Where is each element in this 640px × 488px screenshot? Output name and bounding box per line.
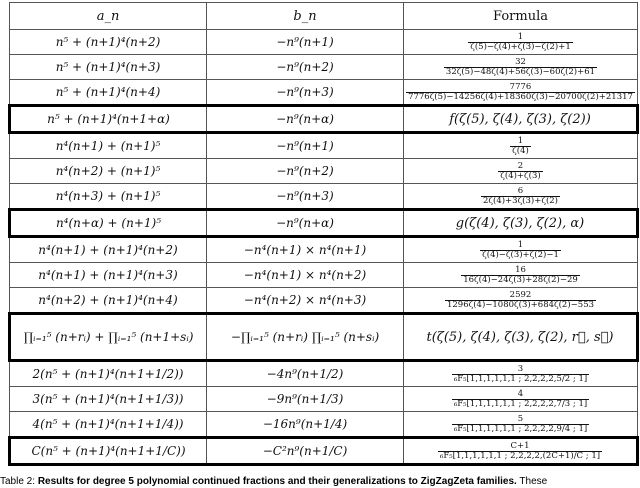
- formula-fraction: [452, 390, 589, 409]
- formula-fraction: [452, 365, 589, 384]
- formula-numerator: 16: [515, 264, 526, 275]
- formula-numerator: 32: [515, 56, 526, 67]
- cell-bn: −n⁹(n+α): [207, 106, 404, 133]
- table-row: [10, 361, 638, 387]
- formula-fraction: [510, 137, 531, 156]
- cell-bn: −4n⁹(n+1/2): [207, 361, 404, 387]
- formula-fraction: [498, 162, 542, 181]
- cell-an: n⁵ + (n+1)⁴(n+4): [10, 80, 207, 106]
- caption-tail: These: [519, 476, 548, 487]
- cell-bn: −n⁹(n+1): [207, 133, 404, 159]
- formula-numerator: 1: [517, 239, 524, 250]
- table-row: [10, 314, 638, 361]
- formula-fraction: [452, 415, 589, 434]
- cell-an: n⁴(n+2) + (n+1)⁴(n+4): [10, 288, 207, 314]
- cell-an: C(n⁵ + (n+1)⁴(n+1+1/C)): [10, 438, 207, 465]
- cell-an: n⁴(n+3) + (n+1)⁵: [10, 184, 207, 210]
- formula-function: f(ζ(5), ζ(4), ζ(3), ζ(2)): [449, 111, 591, 127]
- cell-formula: [404, 314, 638, 361]
- cell-bn: −n⁴(n+1) × n⁴(n+2): [207, 263, 404, 288]
- cell-bn: −9n⁹(n+1/3): [207, 387, 404, 412]
- table-row: [10, 133, 638, 159]
- cell-bn: −n⁹(n+3): [207, 80, 404, 106]
- caption-label: Table 2:: [0, 476, 36, 487]
- formula-fraction: [438, 442, 602, 461]
- header-formula: Formula: [404, 3, 638, 30]
- formula-denominator: ζ(4): [512, 145, 529, 156]
- formula-denominator: 2ζ(4)+3ζ(3)+ζ(2): [482, 195, 558, 206]
- table-row: [10, 80, 638, 106]
- formula-denominator: ζ(4)−ζ(3)+ζ(2)−1: [482, 249, 559, 260]
- cell-bn: −n⁹(n+2): [207, 55, 404, 80]
- cell-formula: [404, 288, 638, 314]
- cell-bn: −n⁹(n+α): [207, 210, 404, 237]
- table-row: [10, 55, 638, 80]
- cell-an: 4(n⁵ + (n+1)⁴(n+1+1/4)): [10, 412, 207, 438]
- cell-an: n⁴(n+1) + (n+1)⁴(n+2): [10, 237, 207, 263]
- cell-bn: −C²n⁹(n+1/C): [207, 438, 404, 465]
- table-row: [10, 210, 638, 237]
- cell-formula: [404, 159, 638, 184]
- table-row: [10, 106, 638, 133]
- cell-formula: [404, 133, 638, 159]
- formula-fraction: [480, 241, 561, 260]
- formula-function: t(ζ(5), ζ(4), ζ(3), ζ(2), r⃗, s⃗): [426, 329, 614, 345]
- cell-formula: [404, 80, 638, 106]
- cell-an: n⁵ + (n+1)⁴(n+3): [10, 55, 207, 80]
- formula-function: g(ζ(4), ζ(3), ζ(2), α): [455, 215, 585, 231]
- formula-fraction: [406, 83, 635, 102]
- header-row: [10, 3, 638, 30]
- cell-bn: −n⁹(n+3): [207, 184, 404, 210]
- formula-denominator: 16ζ(4)−24ζ(3)+28ζ(2)−29: [463, 274, 578, 285]
- header-an: a_n: [10, 3, 207, 30]
- cell-formula: [404, 184, 638, 210]
- formula-numerator: 2: [517, 160, 524, 171]
- cell-formula: [404, 210, 638, 237]
- cell-an: n⁴(n+1) + (n+1)⁵: [10, 133, 207, 159]
- formula-denominator: ζ(5)−ζ(4)+ζ(3)−ζ(2)+1: [470, 41, 571, 52]
- formula-numerator: 1: [517, 31, 524, 42]
- header-bn: b_n: [207, 3, 404, 30]
- cell-formula: [404, 438, 638, 465]
- table-row: [10, 412, 638, 438]
- formula-denominator: 7776ζ(5)−14256ζ(4)+18360ζ(3)−20700ζ(2)+21317: [408, 91, 633, 102]
- formula-denominator: ζ(4)+ζ(3): [500, 170, 541, 181]
- formula-fraction: [444, 58, 597, 77]
- formula-denominator: ₆F₅[1,1,1,1,1,1 ; 2,2,2,2,9/4 ; 1]: [453, 423, 588, 434]
- cell-formula: [404, 30, 638, 55]
- formula-numerator: 3: [517, 363, 524, 374]
- cell-an: n⁴(n+α) + (n+1)⁵: [10, 210, 207, 237]
- cell-an: n⁵ + (n+1)⁴(n+1+α): [10, 106, 207, 133]
- table-row: [10, 438, 638, 465]
- results-table: [8, 2, 639, 466]
- formula-denominator: 32ζ(5)−48ζ(4)+56ζ(3)−60ζ(2)+61: [445, 66, 596, 77]
- cell-formula: [404, 106, 638, 133]
- cell-formula: [404, 361, 638, 387]
- table-row: [10, 184, 638, 210]
- cell-formula: [404, 237, 638, 263]
- cell-formula: [404, 55, 638, 80]
- cell-an: n⁴(n+1) + (n+1)⁴(n+3): [10, 263, 207, 288]
- cell-an: 3(n⁵ + (n+1)⁴(n+1+1/3)): [10, 387, 207, 412]
- table-row: [10, 237, 638, 263]
- formula-numerator: 4: [517, 388, 524, 399]
- table-row: [10, 30, 638, 55]
- formula-denominator: ₆F₅[1,1,1,1,1,1 ; 2,2,2,2,5/2 ; 1]: [453, 373, 588, 384]
- table-row: [10, 288, 638, 314]
- cell-bn: −16n⁹(n+1/4): [207, 412, 404, 438]
- cell-an: n⁵ + (n+1)⁴(n+2): [10, 30, 207, 55]
- formula-numerator: 2592: [509, 289, 532, 300]
- cell-formula: [404, 263, 638, 288]
- cell-an: n⁴(n+2) + (n+1)⁵: [10, 159, 207, 184]
- table-row: [10, 263, 638, 288]
- cell-bn: −n⁹(n+2): [207, 159, 404, 184]
- formula-fraction: [461, 266, 580, 285]
- formula-numerator: 1: [517, 135, 524, 146]
- caption-bold-text: Results for degree 5 polynomial continued fractions and their generalizations to ZigZagZeta families.: [37, 476, 517, 487]
- formula-numerator: 7776: [509, 81, 532, 92]
- cell-formula: [404, 412, 638, 438]
- cell-bn: −n⁹(n+1): [207, 30, 404, 55]
- formula-denominator: ₆F₅[1,1,1,1,1,1 ; 2,2,2,2,7/3 ; 1]: [453, 398, 588, 409]
- formula-numerator: C+1: [510, 440, 530, 451]
- formula-numerator: 5: [517, 413, 524, 424]
- table-caption: [0, 476, 640, 488]
- cell-bn: −n⁴(n+1) × n⁴(n+1): [207, 237, 404, 263]
- table-row: [10, 387, 638, 412]
- formula-fraction: [468, 33, 573, 52]
- formula-denominator: ₆F₅[1,1,1,1,1,1 ; 2,2,2,2,(2C+1)/C ; 1]: [439, 450, 601, 461]
- cell-formula: [404, 387, 638, 412]
- cell-bn: −n⁴(n+2) × n⁴(n+3): [207, 288, 404, 314]
- cell-an: ∏ᵢ₌₁⁵ (n+rᵢ) + ∏ᵢ₌₁⁵ (n+1+sᵢ): [10, 314, 207, 361]
- formula-denominator: 1296ζ(4)−1080ζ(3)+684ζ(2)−553: [446, 299, 595, 310]
- formula-numerator: 6: [517, 185, 524, 196]
- cell-an: 2(n⁵ + (n+1)⁴(n+1+1/2)): [10, 361, 207, 387]
- cell-bn: −∏ᵢ₌₁⁵ (n+rᵢ) ∏ᵢ₌₁⁵ (n+sᵢ): [207, 314, 404, 361]
- table-row: [10, 159, 638, 184]
- formula-fraction: [481, 187, 560, 206]
- formula-fraction: [445, 291, 596, 310]
